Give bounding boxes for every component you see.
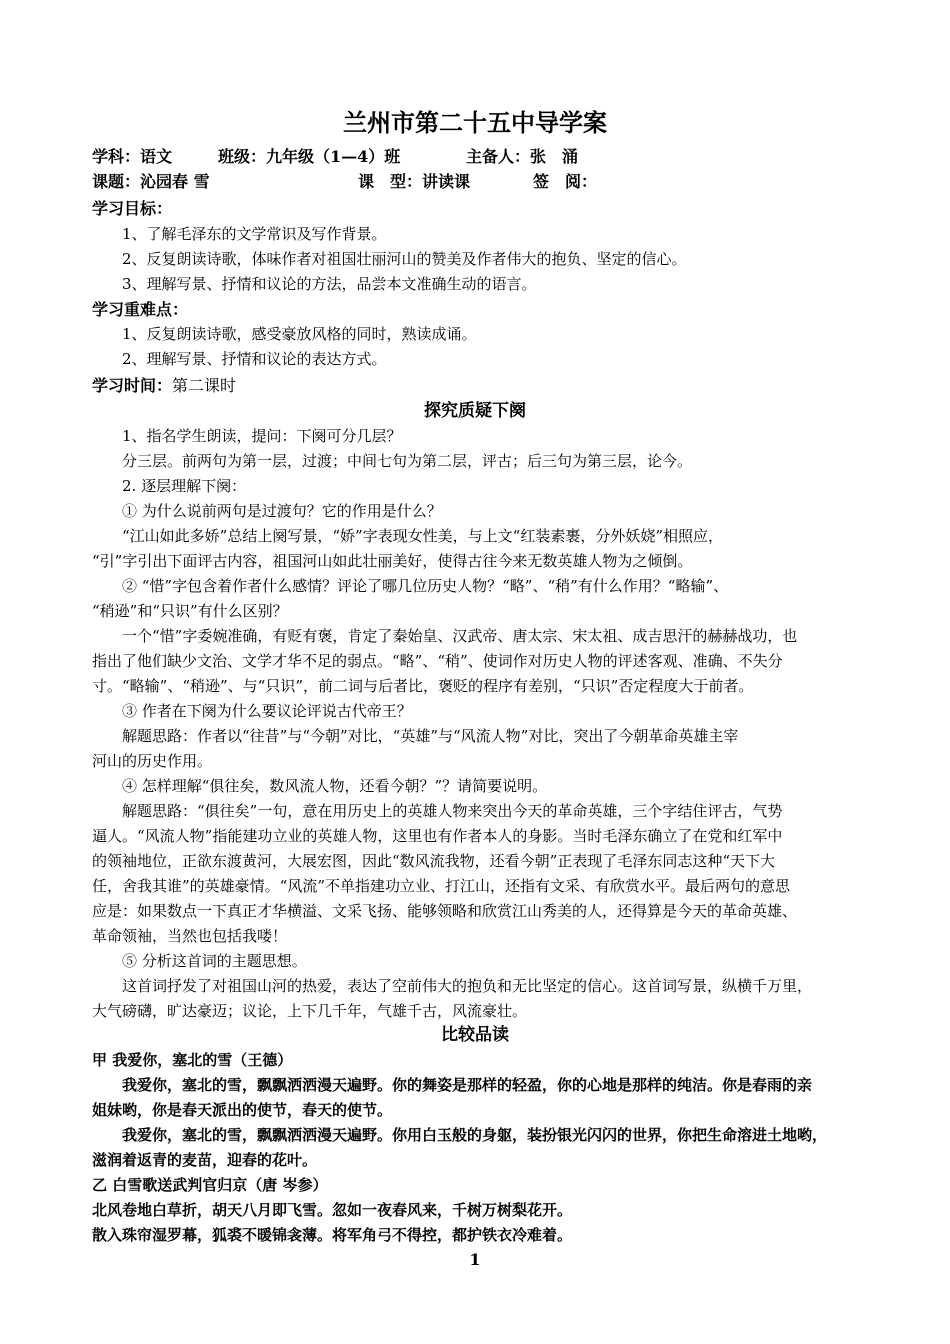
page-number: 1 <box>469 1250 481 1269</box>
body-line: ④ 怎样理解“俱往矣，数风流人物，还看今朝？”？请简要说明。 <box>122 777 548 795</box>
body-line: ⑤ 分析这首词的主题思想。 <box>122 952 307 970</box>
body-line: 解题思路：“俱往矣”一句，意在用历史上的英雄人物来突出今天的革命英雄，三个字结住评古，气势 <box>122 802 783 820</box>
compare-line: 我爱你，塞北的雪，飘飘洒洒漫天遍野。你的舞姿是那样的轻盈，你的心地是那样的纯洁。你是春雨的亲 <box>122 1076 813 1094</box>
body-line: ② “惜”字包含着作者什么感情？评论了哪几位历史人物？“略”、“稍”有什么作用？“略输”、 <box>122 577 729 595</box>
body-line: “稍逊”和“只识”有什么区别？ <box>92 602 288 620</box>
body-line: 河山的历史作用。 <box>92 752 213 770</box>
meta-type: 课 型：讲读课 <box>358 172 471 191</box>
goal-item: 3、理解写景、抒情和议论的方法，品尝本文准确生动的语言。 <box>122 275 537 293</box>
body-line: 大气磅礴，旷达豪迈；议论，上下几千年，气雄千古，风流豪壮。 <box>92 1002 528 1020</box>
body-line: 的领袖地位，正欲东渡黄河，大展宏图，因此“数风流我物，还看今朝”正表现了毛泽东同志这种“天下大 <box>92 852 776 870</box>
compare-line: 乙 白雪歌送武判官归京（唐 岑参） <box>92 1176 328 1194</box>
body-line: 应是：如果数点一下真正才华横溢、文采飞扬、能够领略和欣赏江山秀美的人，还得算是今天的革命英雄、 <box>92 902 798 920</box>
goal-item: 1、了解毛泽东的文学常识及写作背景。 <box>122 225 387 243</box>
section-heading-explore: 探究质疑下阕 <box>424 401 526 421</box>
compare-line: 北风卷地白草折，胡天八月即飞雪。忽如一夜春风来，千树万树梨花开。 <box>92 1201 573 1219</box>
goals-heading: 学习目标： <box>92 199 173 218</box>
meta-sign: 签 阅： <box>533 172 598 191</box>
body-line: 一个“惜”字委婉准确，有贬有褒，肯定了秦始皇、汉武帝、唐太宗、宋太祖、成吉思汗的赫赫战功，也 <box>122 627 798 645</box>
goal-item: 2、反复朗读诗歌，体味作者对祖国壮丽河山的赞美及作者伟大的抱负、坚定的信心。 <box>122 250 687 268</box>
meta-author: 主备人：张 涌 <box>466 147 579 166</box>
body-line: “江山如此多娇”总结上阕写景，“娇”字表现女性美，与上文“红装素裹，分外妖娆”相照应， <box>122 527 724 545</box>
body-line: 逼人。“风流人物”指能建功立业的英雄人物，这里也有作者本人的身影。当时毛泽东确立了在党和红军中 <box>92 827 783 845</box>
body-line: ① 为什么说前两句是过渡句？它的作用是什么？ <box>122 502 442 520</box>
body-line: “引”字引出下面评古内容，祖国河山如此壮丽美好，使得古往今来无数英雄人物为之倾倒。 <box>92 552 693 570</box>
body-line: ③ 作者在下阕为什么要议论评说古代帝王？ <box>122 702 412 720</box>
section-heading-compare: 比较品读 <box>441 1025 509 1045</box>
body-line: 指出了他们缺少文治、文学才华不足的弱点。“略”、“稍”、使词作对历史人物的评述客观、准确、不失分 <box>92 652 783 670</box>
study-time-label: 学习时间： <box>92 376 173 395</box>
body-line: 解题思路：作者以“往昔”与“今朝”对比，“英雄”与“风流人物”对比，突出了今朝革命英雄主宰 <box>122 727 739 745</box>
meta-class: 班级：九年级（1—4）班 <box>218 147 401 166</box>
compare-line: 姐妹哟，你是春天派出的使节，春天的使节。 <box>92 1101 393 1119</box>
meta-topic: 课题：沁园春 雪 <box>92 172 210 191</box>
compare-line: 我爱你，塞北的雪，飘飘洒洒漫天遍野。你用白玉般的身躯，装扮银光闪闪的世界，你把生命溶进土地哟， <box>122 1126 828 1144</box>
compare-line: 散入珠帘湿罗幕，狐裘不暖锦衾薄。将军角弓不得控，都护铁衣冷难着。 <box>92 1226 573 1244</box>
body-line: 任，舍我其谁”的英雄豪情。“风流”不单指建功立业、打江山，还指有文采、有欣赏水平。最后两句的意思 <box>92 877 791 895</box>
compare-line: 甲 我爱你，塞北的雪（王德） <box>92 1051 293 1069</box>
body-line: 分三层。前两句为第一层，过渡；中间七句为第二层，评古；后三句为第三层，论今。 <box>122 452 693 470</box>
key-point: 1、反复朗读诗歌，感受豪放风格的同时，熟读成诵。 <box>122 325 477 343</box>
key-point: 2、理解写景、抒情和议论的表达方式。 <box>122 350 387 368</box>
page-title: 兰州市第二十五中导学案 <box>343 108 607 137</box>
key-heading: 学习重难点： <box>92 300 189 319</box>
meta-subject: 学科：语文 <box>92 147 173 166</box>
body-line: 1、指名学生朗读，提问：下阕可分几层？ <box>122 427 402 445</box>
body-line: 2. 逐层理解下阕： <box>122 477 247 495</box>
compare-line: 滋润着返青的麦苗，迎春的花叶。 <box>92 1151 318 1169</box>
study-time <box>92 373 862 399</box>
body-line: 革命领袖，当然也包括我喽！ <box>92 927 288 945</box>
body-line: 寸。“略输”、“稍逊”、与“只识”，前二词与后者比，褒贬的程序有差别，“只识”否定程度大于前者。 <box>92 677 754 695</box>
study-time-value: 第二课时 <box>172 376 237 395</box>
body-line: 这首词抒发了对祖国山河的热爱，表达了空前伟大的抱负和无比坚定的信心。这首词写景，纵横千万里， <box>122 977 813 995</box>
